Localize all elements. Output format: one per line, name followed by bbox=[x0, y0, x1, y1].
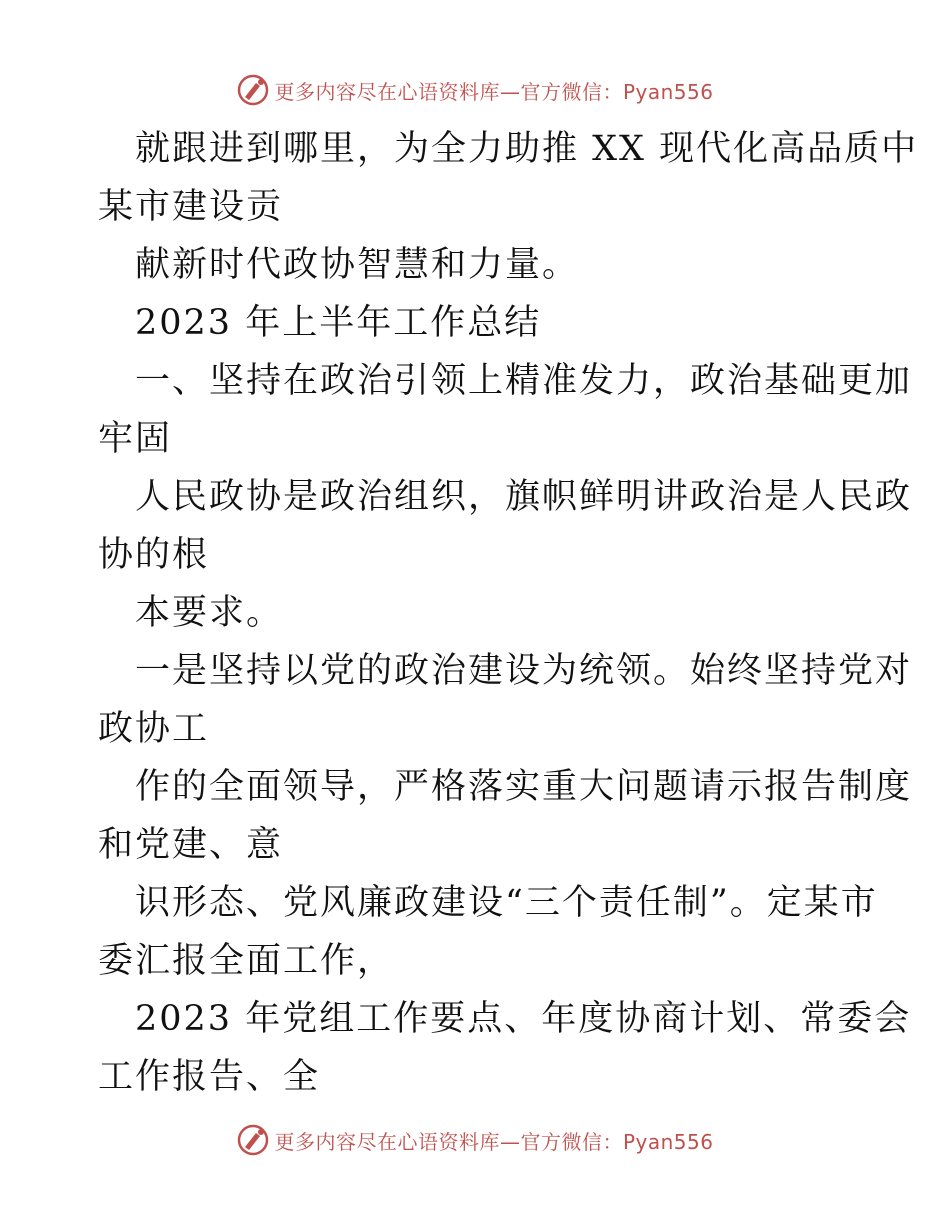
text-line: 献新时代政协智慧和力量。 bbox=[135, 245, 580, 285]
pen-logo-icon bbox=[236, 73, 270, 107]
header-watermark bbox=[0, 72, 950, 108]
text-line: 2023 年党组工作要点、年度协商计划、常委会 bbox=[135, 999, 912, 1039]
text-line: 工作报告、全 bbox=[98, 1057, 321, 1097]
text-line: 政协工 bbox=[98, 709, 210, 749]
footer-watermark bbox=[0, 1122, 950, 1158]
section-heading: 一、坚持在政治引领上精准发力，政治基础更加 bbox=[135, 361, 913, 401]
watermark-text: 更多内容尽在心语资料库—官方微信：Pyan556 bbox=[274, 1129, 714, 1154]
text-line: 人民政协是政治组织，旗帜鲜明讲政治是人民政 bbox=[135, 477, 913, 517]
text-line: 作的全面领导，严格落实重大问题请示报告制度 bbox=[135, 767, 913, 807]
text-line: 和党建、意 bbox=[98, 825, 284, 865]
text-line: 一是坚持以党的政治建设为统领。始终坚持党对 bbox=[135, 651, 913, 691]
text-line: 协的根 bbox=[98, 535, 210, 575]
pen-logo-icon bbox=[236, 1123, 270, 1157]
text-line: 委汇报全面工作， bbox=[98, 941, 395, 981]
text-line: 某市建设贡 bbox=[98, 187, 284, 227]
text-line: 本要求。 bbox=[135, 593, 284, 633]
text-line: 牢固 bbox=[98, 419, 173, 459]
watermark-text: 更多内容尽在心语资料库—官方微信：Pyan556 bbox=[274, 79, 714, 104]
section-title: 2023 年上半年工作总结 bbox=[135, 303, 542, 343]
text-line: 识形态、党风廉政建设“三个责任制”。定某市 bbox=[135, 883, 878, 923]
watermark-contact: 官方微信：Pyan556 bbox=[520, 79, 714, 104]
watermark-contact: 官方微信：Pyan556 bbox=[520, 1129, 714, 1154]
text-line: 就跟进到哪里，为全力助推 XX 现代化高品质中 bbox=[135, 129, 919, 169]
